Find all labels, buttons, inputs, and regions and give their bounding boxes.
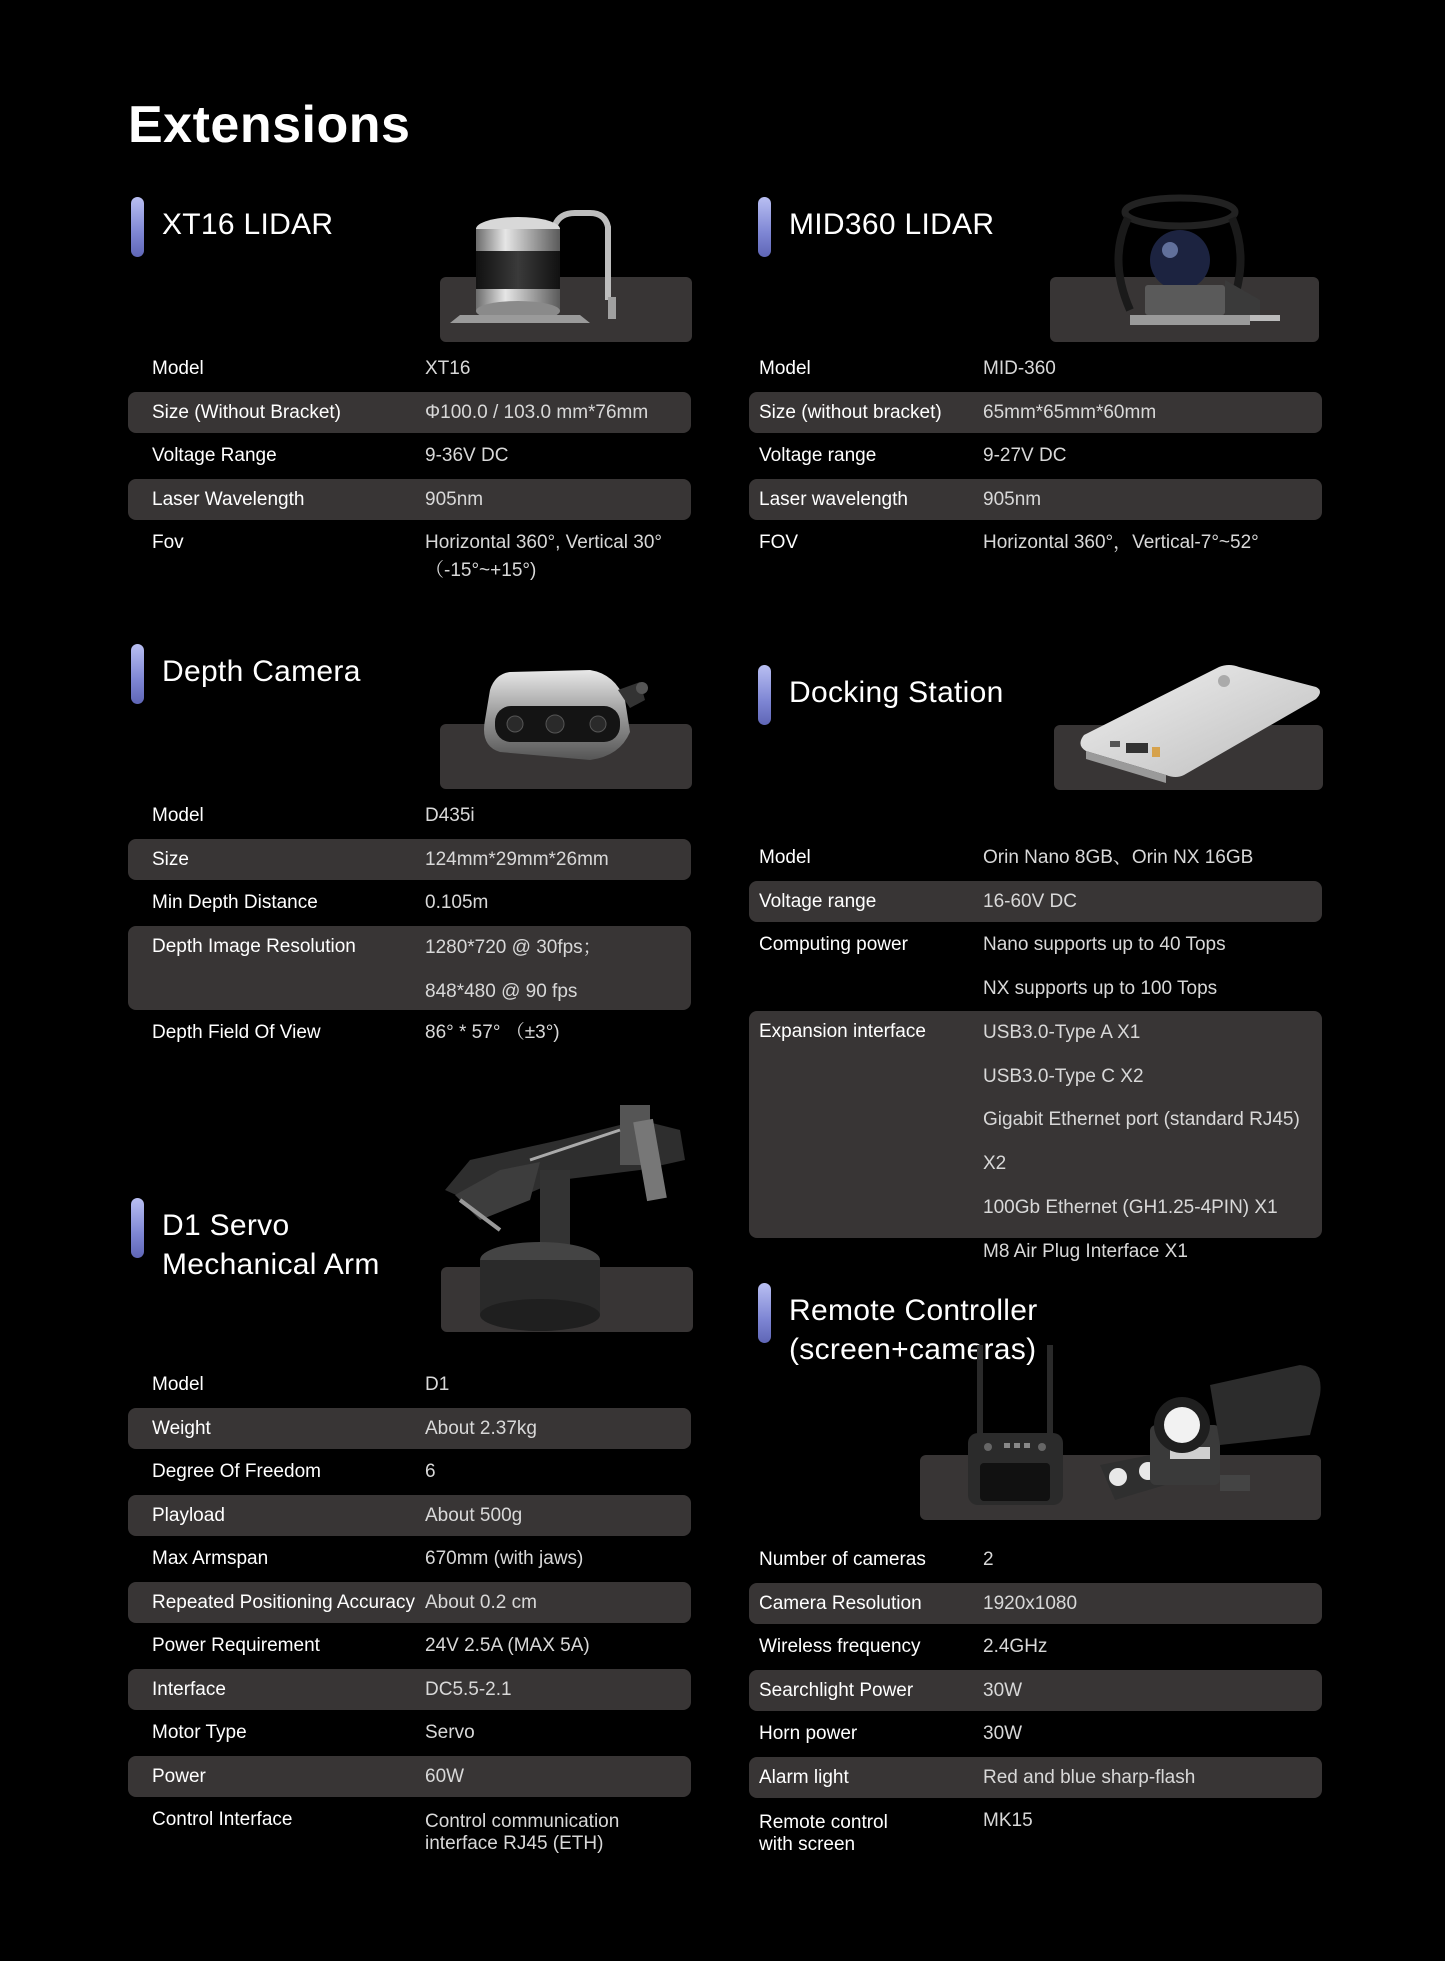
spec-label: Playload [152,1505,225,1526]
spec-value: 2 [983,1549,994,1570]
spec-table-depth [128,794,691,1055]
table-row [128,1363,691,1407]
spec-value: 30W [983,1680,1023,1701]
spec-value: Horizontal 360°，Vertical-7°~52° [983,532,1259,553]
table-row [749,434,1322,478]
spec-value: Control communication interface RJ45 (ETH) [425,1811,620,1854]
section-header-depth [131,644,361,704]
mid360-lidar-photo [1050,190,1320,345]
spec-label: Size (without bracket) [759,402,942,423]
section-accent-bar [131,644,144,704]
spec-value: 905nm [425,489,484,510]
spec-value: 670mm (with jaws) [425,1548,584,1569]
spec-value: 65mm*65mm*60mm [983,402,1157,423]
table-row [128,1798,691,1868]
spec-label: Searchlight Power [759,1680,914,1701]
spec-value: About 2.37kg [425,1418,537,1439]
section-header-mid360 [758,197,994,257]
spec-value: About 0.2 cm [425,1592,537,1613]
spec-value: D1 [425,1374,450,1395]
spec-value: 1920x1080 [983,1593,1078,1614]
spec-value: Φ100.0 / 103.0 mm*76mm [425,402,649,423]
spec-label: Remote control with screen [759,1812,888,1855]
table-row [128,1756,691,1797]
spec-value: 1280*720 @ 30fps； 848*480 @ 90 fps [425,937,602,1002]
spec-label: FOV [759,532,799,553]
table-row [128,881,691,925]
table-row [749,347,1322,391]
section-header-d1 [131,1198,380,1284]
table-row [749,392,1322,433]
spec-value: DC5.5-2.1 [425,1679,512,1700]
spec-value: 2.4GHz [983,1636,1048,1657]
spec-value: MK15 [983,1810,1033,1831]
page-title: Extensions [128,96,411,154]
spec-value: Red and blue sharp-flash [983,1767,1196,1788]
table-row [128,1537,691,1581]
spec-value: Servo [425,1722,475,1743]
spec-value: 9-36V DC [425,445,509,466]
table-row [749,1799,1322,1869]
spec-value: 124mm*29mm*26mm [425,849,609,870]
table-row [128,1011,691,1055]
table-row [749,1538,1322,1582]
spec-value: MID-360 [983,358,1056,379]
table-row [749,1011,1322,1262]
table-row [128,521,691,591]
spec-label: Camera Resolution [759,1593,922,1614]
spec-value: 905nm [983,489,1042,510]
spec-table-remote [749,1538,1322,1869]
section-header-docking [758,665,1004,725]
spec-label: Voltage range [759,891,877,912]
spec-label: Power Requirement [152,1635,320,1656]
table-row [128,1582,691,1623]
table-row [128,794,691,838]
spec-table-docking [749,836,1322,1262]
spec-value: XT16 [425,358,471,379]
xt16-lidar-photo [440,205,692,345]
spec-value: Orin Nano 8GB、Orin NX 16GB [983,847,1254,868]
spec-label: Model [759,847,811,868]
table-row [749,836,1322,880]
spec-label: Model [759,358,811,379]
table-row [128,1624,691,1668]
section-accent-bar [131,197,144,257]
spec-label: Max Armspan [152,1548,269,1569]
spec-value: 24V 2.5A (MAX 5A) [425,1635,590,1656]
spec-label: Voltage Range [152,445,277,466]
section-accent-bar [131,1198,144,1258]
spec-label: Repeated Positioning Accuracy [152,1592,415,1613]
spec-value: Horizontal 360°, Vertical 30° （-15°~+15°) [425,532,662,581]
table-row [128,1408,691,1449]
table-row [749,1583,1322,1624]
spec-value: D435i [425,805,475,826]
section-header-xt16 [131,197,333,257]
spec-label: Size (Without Bracket) [152,402,341,423]
spec-label: Expansion interface [759,1021,926,1042]
spec-label: Motor Type [152,1722,247,1743]
spec-label: Laser wavelength [759,489,908,510]
spec-label: Wireless frequency [759,1636,921,1657]
table-row [128,392,691,433]
spec-label: Model [152,1374,204,1395]
spec-value: 60W [425,1766,465,1787]
spec-value: 6 [425,1461,436,1482]
spec-table-d1 [128,1363,691,1868]
section-title-mid360: MID360 LIDAR [789,208,995,241]
table-row [749,521,1322,565]
section-accent-bar [758,665,771,725]
spec-table-xt16 [128,347,691,591]
spec-label: Control Interface [152,1809,293,1830]
table-row [128,479,691,520]
spec-label: Computing power [759,934,908,955]
section-title-remote: Remote Controller (screen+cameras) [789,1294,1038,1366]
table-row [128,347,691,391]
spec-value: USB3.0-Type A X1 USB3.0-Type C X2 Gigabit Ethernet port (standard RJ45) X2 100Gb Ethernet (GH1.25-4PIN) X1 M8 Air Plug Interface X1 [983,1022,1300,1262]
table-row [128,1495,691,1536]
table-row [749,1712,1322,1756]
table-row [128,1450,691,1494]
spec-table-mid360 [749,347,1322,565]
table-row [749,881,1322,922]
spec-label: Model [152,805,204,826]
spec-label: Interface [152,1679,226,1700]
table-row [128,926,691,1010]
spec-label: Depth Field Of View [152,1022,321,1043]
spec-label: Number of cameras [759,1549,926,1570]
spec-value: Nano supports up to 40 Tops NX supports up to 100 Tops [983,934,1226,999]
section-title-docking: Docking Station [789,676,1004,709]
docking-station-photo [1054,665,1324,790]
spec-label: Depth Image Resolution [152,936,356,957]
spec-value: 30W [983,1723,1023,1744]
remote-controller-photo [920,1335,1324,1525]
table-row [749,1670,1322,1711]
spec-label: Min Depth Distance [152,892,318,913]
spec-value: 86° * 57° （±3°) [425,1022,560,1043]
spec-label: Power [152,1766,206,1787]
spec-label: Degree Of Freedom [152,1461,321,1482]
spec-label: Voltage range [759,445,877,466]
spec-value: 9-27V DC [983,445,1067,466]
section-accent-bar [758,197,771,257]
spec-value: 0.105m [425,892,489,913]
mechanical-arm-photo [440,1100,696,1335]
spec-label: Weight [152,1418,211,1439]
table-row [749,1757,1322,1798]
spec-value: 16-60V DC [983,891,1077,912]
table-row [749,1625,1322,1669]
table-row [749,923,1322,1011]
section-accent-bar [758,1283,771,1343]
section-title-depth: Depth Camera [162,655,361,688]
section-title-d1: D1 Servo Mechanical Arm [162,1209,380,1281]
spec-label: Laser Wavelength [152,489,305,510]
spec-value: About 500g [425,1505,523,1526]
spec-label: Horn power [759,1723,858,1744]
spec-label: Model [152,358,204,379]
table-row [128,1669,691,1710]
spec-label: Size [152,849,189,870]
table-row [128,434,691,478]
table-row [128,1711,691,1755]
section-title-xt16: XT16 LIDAR [162,208,334,241]
spec-label: Alarm light [759,1767,849,1788]
spec-label: Fov [152,532,184,553]
depth-camera-photo [440,660,692,790]
table-row [749,479,1322,520]
table-row [128,839,691,880]
